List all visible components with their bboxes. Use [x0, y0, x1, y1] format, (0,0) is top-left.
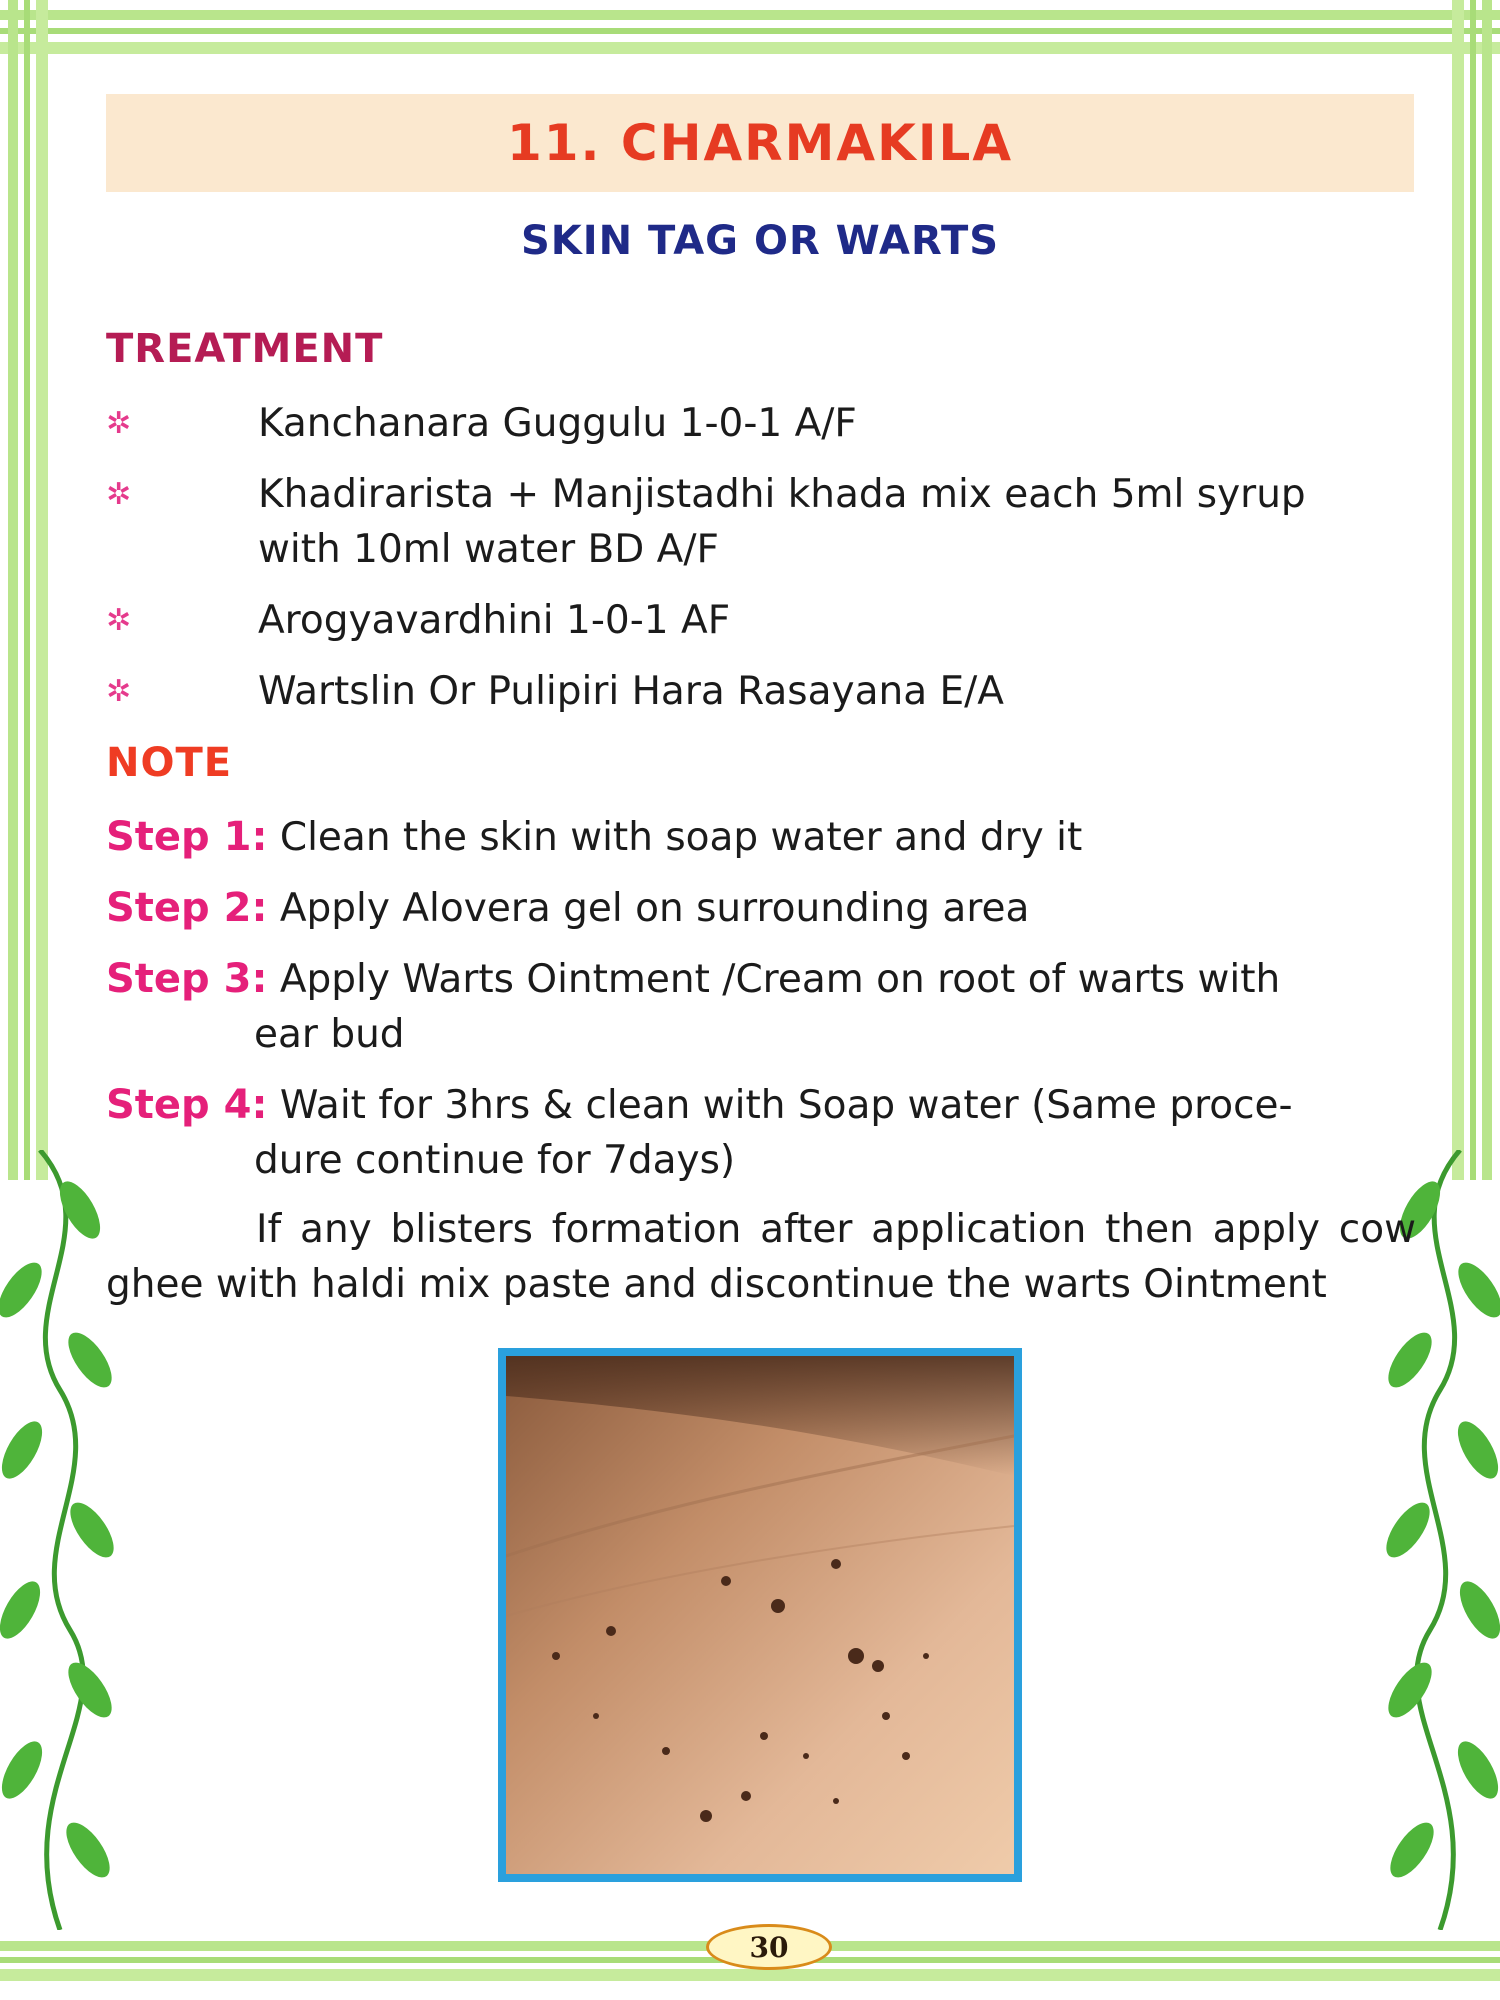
step-text: Wait for 3hrs & clean with Soap water (Same proce- — [279, 1083, 1293, 1128]
page-title: 11. CHARMAKILA — [506, 114, 1014, 172]
step-text: Clean the skin with soap water and dry it — [279, 815, 1083, 860]
step-text-continued: dure continue for 7days) — [254, 1138, 736, 1183]
page-subtitle: SKIN TAG OR WARTS — [520, 218, 1000, 264]
treatment-item-text: Wartslin Or Pulipiri Hara Rasayana E/A — [258, 669, 1004, 714]
note-paragraph: If any blisters formation after application then apply cow ghee with haldi mix paste and discontinue the warts Ointment — [106, 1207, 1416, 1307]
step-text: Apply Warts Ointment /Cream on root of warts with — [279, 957, 1281, 1002]
note-steps — [106, 810, 1416, 1204]
treatment-item-text-continued: with 10ml water BD A/F — [258, 527, 719, 572]
asterisk-flower-icon: ✲ — [106, 674, 132, 709]
treatment-item-text: Arogyavardhini 1-0-1 AF — [258, 598, 731, 643]
asterisk-flower-icon: ✲ — [106, 477, 132, 512]
step-label: Step 2: — [106, 885, 268, 931]
step-text: Apply Alovera gel on surrounding area — [279, 886, 1030, 931]
treatment-item — [106, 396, 1416, 451]
step-item — [106, 810, 1416, 865]
top-border-decoration — [0, 0, 1500, 80]
treatment-item-text: Kanchanara Guggulu 1-0-1 A/F — [258, 401, 857, 446]
step-item — [106, 881, 1416, 936]
asterisk-flower-icon: ✲ — [106, 406, 132, 441]
note-heading: NOTE — [106, 740, 233, 786]
treatment-item — [106, 593, 1416, 648]
skin-warts-photo — [498, 1348, 1022, 1882]
treatment-item-text: Khadirarista + Manjistadhi khada mix each 5ml syrup — [258, 472, 1306, 517]
step-text-continued: ear bud — [254, 1012, 405, 1057]
treatment-item — [106, 664, 1416, 719]
skin-photo-image — [506, 1356, 1014, 1874]
left-border-decoration — [0, 0, 60, 1180]
step-item — [106, 952, 1416, 1062]
title-band — [106, 94, 1414, 192]
step-label: Step 4: — [106, 1082, 268, 1128]
step-label: Step 3: — [106, 956, 268, 1002]
treatment-heading: TREATMENT — [106, 326, 384, 372]
step-label: Step 1: — [106, 814, 268, 860]
right-border-decoration — [1440, 0, 1500, 1180]
page-number: 30 — [706, 1924, 832, 1970]
asterisk-flower-icon: ✲ — [106, 603, 132, 638]
treatment-item — [106, 467, 1416, 577]
step-item — [106, 1078, 1416, 1188]
treatment-list — [106, 396, 1416, 735]
